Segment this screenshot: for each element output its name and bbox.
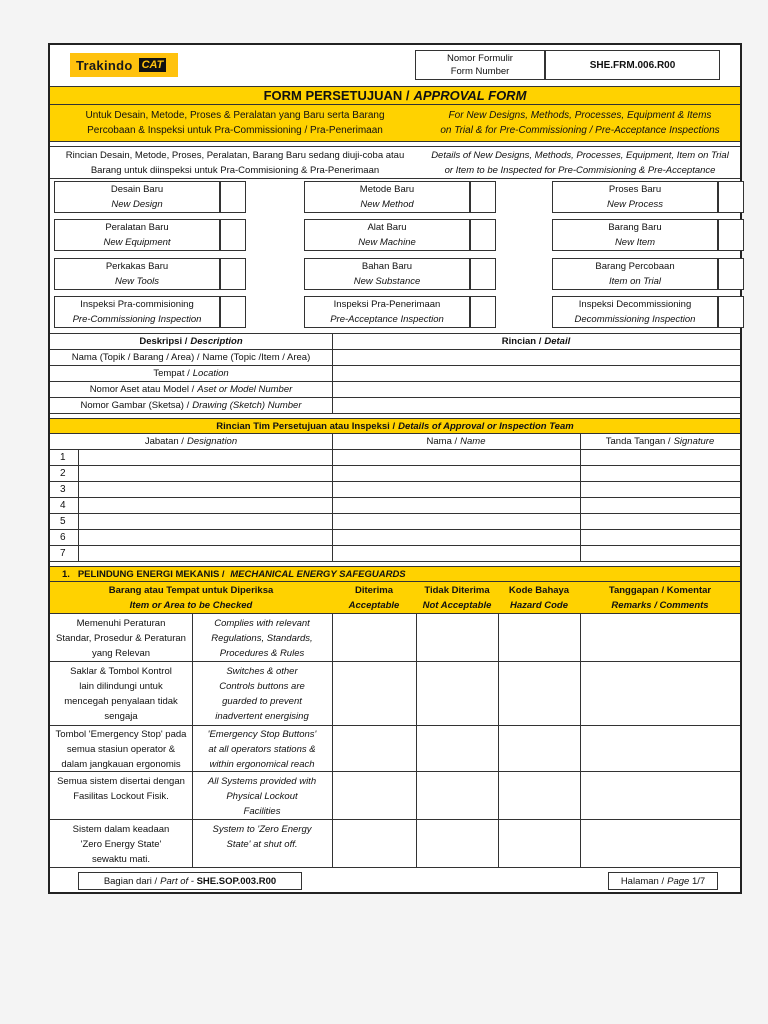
desc-row-asset <box>50 382 740 398</box>
type-label-en: New Item <box>614 237 656 248</box>
type-new-tools <box>54 258 220 290</box>
check-row[interactable] <box>50 726 740 772</box>
footer-page-en: Page <box>667 875 692 887</box>
type-new-machine <box>304 219 470 251</box>
check-item-id <box>50 616 192 661</box>
checkbox-new-item[interactable] <box>718 219 744 251</box>
type-label-id: Bahan Baru <box>361 261 413 272</box>
h-hz-id: Kode Bahaya <box>508 584 570 596</box>
checkbox-item-on-trial[interactable] <box>718 258 744 290</box>
desc-row-name <box>50 350 740 366</box>
type-item-on-trial <box>552 258 718 290</box>
h-acc-en: Acceptable <box>348 599 400 611</box>
team-col3-id: Tanda Tangan / <box>605 436 671 447</box>
type-new-equipment <box>54 219 220 251</box>
desc-label-en: Drawing (Sketch) Number <box>192 400 302 411</box>
check-item-en-line: System to 'Zero Energy <box>212 824 312 835</box>
desc-col1-id: Deskripsi / <box>139 336 188 347</box>
desc-label-id: Nomor Gambar (Sketsa) / <box>80 400 190 411</box>
footer-page-value: 1/7 <box>691 875 706 887</box>
check-item-en-line: State' at shut off. <box>226 839 298 850</box>
check-item-en-line: Procedures & Rules <box>219 648 305 659</box>
type-label-en: New Tools <box>114 276 159 287</box>
desc-col1-en: Description <box>190 336 243 347</box>
check-item-en <box>192 616 332 661</box>
check-item-en <box>192 664 332 724</box>
check-item-en <box>192 727 332 772</box>
desc-header-description <box>50 334 332 349</box>
footer-page-id: Halaman / <box>620 875 665 887</box>
check-item-id-line: lain dilindungi untuk <box>79 681 163 692</box>
check-item-en-line: within ergonomical reach <box>209 759 315 770</box>
desc-detail-location-field[interactable] <box>332 366 740 381</box>
type-label-id: Desain Baru <box>110 184 164 195</box>
desc-label-name <box>50 350 332 365</box>
item-type-grid <box>50 179 740 329</box>
type-label-id: Metode Baru <box>359 184 415 195</box>
type-label-id: Inspeksi Pra-commisioning <box>80 299 194 310</box>
type-label-en: New Substance <box>353 276 421 287</box>
type-pre-acceptance <box>304 296 470 328</box>
type-label-id: Perkakas Baru <box>105 261 169 272</box>
cat-badge: CAT <box>139 58 167 72</box>
check-item-id-line: Semua sistem disertai dengan <box>57 776 185 787</box>
check-item-en-line: Controls buttons are <box>219 681 305 692</box>
desc-detail-asset-field[interactable] <box>332 382 740 397</box>
team-row-number: 7 <box>60 548 66 559</box>
description-table <box>50 333 740 413</box>
section1-header <box>50 582 740 614</box>
check-item-en-line: guarded to prevent <box>222 696 302 707</box>
check-item-id <box>50 664 192 724</box>
check-row[interactable] <box>50 820 740 868</box>
desc-label-en: Name (Topic /Item / Area) <box>202 352 311 363</box>
check-item-id-line: sewaktu mati. <box>91 854 151 865</box>
type-label-en: New Process <box>607 199 663 210</box>
team-header-signature <box>580 434 740 449</box>
desc-label-en: Aset or Model Number <box>197 384 293 395</box>
trakindo-cat-logo <box>70 53 178 77</box>
desc-row-location <box>50 366 740 382</box>
checkbox-new-process[interactable] <box>718 181 744 213</box>
desc-label-asset <box>50 382 332 397</box>
check-item-id-line: Tombol 'Emergency Stop' pada <box>55 729 187 740</box>
title-id: FORM PERSETUJUAN / <box>263 88 410 103</box>
check-item-en <box>192 774 332 819</box>
check-item-en-line: Switches & other <box>226 666 298 677</box>
check-row[interactable] <box>50 662 740 726</box>
check-item-en-line: 'Emergency Stop Buttons' <box>207 729 317 740</box>
check-item-id-line: Sistem dalam keadaan <box>72 824 170 835</box>
intro-en <box>420 105 740 141</box>
team-row[interactable] <box>50 498 740 514</box>
checkbox-decommissioning[interactable] <box>718 296 744 328</box>
type-new-item <box>552 219 718 251</box>
desc-label-id: Nama (Topik / Barang / Area) / <box>71 352 200 363</box>
header-not-acceptable <box>416 582 498 613</box>
team-section-title <box>50 418 740 434</box>
check-item-id-line: yang Relevan <box>91 648 151 659</box>
check-item-en-line: inadvertent energising <box>215 711 309 722</box>
team-row-number: 4 <box>60 500 66 511</box>
type-label-en: Decommissioning Inspection <box>574 314 696 325</box>
header-remarks <box>580 582 740 613</box>
desc-col2-id: Rincian / <box>501 336 542 347</box>
desc-label-en: Location <box>192 368 229 379</box>
footer-page <box>608 872 718 890</box>
footer-part-id: Bagian dari / <box>103 875 158 887</box>
team-table-header <box>50 434 740 450</box>
type-label-en: New Equipment <box>103 237 171 248</box>
h-rm-en: Remarks / Comments <box>611 599 709 611</box>
type-pre-commissioning <box>54 296 220 328</box>
type-label-en: New Machine <box>358 237 416 248</box>
h-item-en: Item or Area to be Checked <box>129 599 253 611</box>
type-label-id: Inspeksi Decommissioning <box>578 299 692 310</box>
check-item-en-line: Complies with relevant <box>214 618 310 629</box>
footer-part-en: Part of - <box>160 875 197 887</box>
check-item-id-line: Fasilitas Lockout Fisik. <box>73 791 169 802</box>
check-item-en-line: Regulations, Standards, <box>211 633 313 644</box>
check-item-en-line: Physical Lockout <box>226 791 298 802</box>
team-header-name <box>332 434 580 449</box>
team-header-designation <box>50 434 332 449</box>
type-new-substance <box>304 258 470 290</box>
checkbox-new-tools[interactable] <box>220 258 246 290</box>
intro-row <box>50 105 740 142</box>
check-item-en <box>192 822 332 852</box>
team-row[interactable] <box>50 546 740 562</box>
form-header <box>50 45 740 87</box>
h-nacc-en: Not Acceptable <box>422 599 492 611</box>
team-row-number: 5 <box>60 516 66 527</box>
type-label-id: Barang Percobaan <box>595 261 675 272</box>
type-label-id: Inspeksi Pra-Penerimaan <box>333 299 441 310</box>
section1-title <box>50 566 740 582</box>
footer-part-value: SHE.SOP.003.R00 <box>196 875 277 887</box>
check-item-id <box>50 822 192 867</box>
type-new-method <box>304 181 470 213</box>
desc-label-drawing <box>50 398 332 413</box>
check-item-en-line: All Systems provided with <box>207 776 317 787</box>
checkbox-new-method[interactable] <box>470 181 496 213</box>
check-item-id-line: Standar, Prosedur & Peraturan <box>56 633 186 644</box>
check-item-id <box>50 727 192 772</box>
check-item-id-line: mencegah penyalaan tidak <box>64 696 178 707</box>
desc-table-header <box>50 334 740 350</box>
details-intro-en-line2: or Item to be Inspected for Pre-Commisioning & Pre-Acceptance <box>444 165 716 176</box>
details-intro-row <box>50 146 740 179</box>
team-table <box>50 434 740 562</box>
type-decommissioning <box>552 296 718 328</box>
team-col3-en: Signature <box>673 436 715 447</box>
team-row[interactable] <box>50 450 740 466</box>
desc-detail-drawing-field[interactable] <box>332 398 740 413</box>
desc-label-id: Tempat / <box>153 368 190 379</box>
form-number-label-en: Form Number <box>450 66 510 77</box>
checkbox-new-design[interactable] <box>220 181 246 213</box>
type-label-en: New Method <box>360 199 414 210</box>
header-acceptable <box>332 582 416 613</box>
h-nacc-id: Tidak Diterima <box>424 584 490 596</box>
check-item-id-line: semua stasiun operator & <box>66 744 176 755</box>
check-row[interactable] <box>50 772 740 820</box>
header-hazard-code <box>498 582 580 613</box>
desc-row-drawing <box>50 398 740 414</box>
form-number-label <box>415 50 545 80</box>
checkbox-pre-commissioning[interactable] <box>220 296 246 328</box>
team-col2-en: Name <box>460 436 486 447</box>
form-number-label-id: Nomor Formulir <box>447 53 513 64</box>
team-row[interactable] <box>50 514 740 530</box>
desc-header-detail <box>332 334 740 349</box>
team-col1-id: Jabatan / <box>144 436 184 447</box>
type-label-en: Item on Trial <box>608 276 662 287</box>
h-rm-id: Tanggapan / Komentar <box>608 584 712 596</box>
team-row-number: 2 <box>60 468 66 479</box>
type-new-design <box>54 181 220 213</box>
team-col2-id: Nama / <box>426 436 458 447</box>
team-row-number: 3 <box>60 484 66 495</box>
team-title-en: Details of Approval or Inspection Team <box>398 420 574 432</box>
checkbox-new-substance[interactable] <box>470 258 496 290</box>
details-intro-id-line2: Barang untuk diinspeksi untuk Pra-Commisioning & Pra-Penerimaan <box>90 165 380 176</box>
check-row[interactable] <box>50 614 740 662</box>
check-item-id-line: sengaja <box>104 711 138 722</box>
header-item-area <box>50 582 332 613</box>
type-label-en: New Design <box>111 199 163 210</box>
logo-text: Trakindo <box>76 57 133 73</box>
check-item-id-line: 'Zero Energy State' <box>80 839 162 850</box>
type-label-en: Pre-Acceptance Inspection <box>330 314 444 325</box>
check-item-id-line: Memenuhi Peraturan <box>76 618 166 629</box>
h-acc-id: Diterima <box>354 584 393 596</box>
details-intro-id <box>50 147 420 179</box>
team-row[interactable] <box>50 482 740 498</box>
checkbox-new-machine[interactable] <box>470 219 496 251</box>
footer-part-of <box>78 872 302 890</box>
team-row-number: 6 <box>60 532 66 543</box>
details-intro-en-line1: Details of New Designs, Methods, Processes, Equipment, Item on Trial <box>431 150 729 161</box>
type-label-id: Proses Baru <box>608 184 662 195</box>
intro-en-line2: on Trial & for Pre-Commissioning / Pre-Acceptance Inspections <box>440 125 720 136</box>
checkbox-pre-acceptance[interactable] <box>470 296 496 328</box>
type-new-process <box>552 181 718 213</box>
check-item-en-line: at all operators stations & <box>208 744 316 755</box>
type-label-id: Peralatan Baru <box>105 222 169 233</box>
title-en: APPROVAL FORM <box>413 88 527 103</box>
team-row[interactable] <box>50 530 740 546</box>
form-title <box>50 87 740 105</box>
check-item-id-line: Saklar & Tombol Kontrol <box>70 666 172 677</box>
type-label-id: Alat Baru <box>367 222 407 233</box>
section1-title-en: MECHANICAL ENERGY SAFEGUARDS <box>230 568 406 580</box>
type-label-en: Pre-Commissioning Inspection <box>72 314 202 325</box>
desc-col2-en: Detail <box>544 336 571 347</box>
team-col1-en: Designation <box>186 436 238 447</box>
details-intro-en <box>420 147 740 179</box>
mechanical-safeguards-table <box>50 582 740 868</box>
intro-id-line2: Percobaan & Inspeksi untuk Pra-Commissioning / Pra-Penerimaan <box>87 125 383 136</box>
intro-en-line1: For New Designs, Methods, Processes, Equipment & Items <box>448 110 712 121</box>
desc-label-id: Nomor Aset atau Model / <box>89 384 195 395</box>
h-hz-en: Hazard Code <box>509 599 569 611</box>
approval-form-page <box>48 43 742 894</box>
check-item-id-line: dalam jangkauan ergonomis <box>61 759 181 770</box>
desc-label-location <box>50 366 332 381</box>
section1-title-id: 1. PELINDUNG ENERGI MEKANIS / <box>62 568 228 580</box>
desc-detail-name-field[interactable] <box>332 350 740 365</box>
details-intro-id-line1: Rincian Desain, Metode, Proses, Peralatan, Barang Baru sedang diuji-coba atau <box>65 150 405 161</box>
intro-id-line1: Untuk Desain, Metode, Proses & Peralatan yang Baru serta Barang <box>85 110 385 121</box>
check-item-en-line: Facilities <box>243 806 281 817</box>
team-row-number: 1 <box>60 452 66 463</box>
form-number-value: SHE.FRM.006.R00 <box>545 50 720 80</box>
type-label-id: Barang Baru <box>608 222 662 233</box>
intro-id <box>50 105 420 141</box>
check-item-id <box>50 774 192 804</box>
team-row[interactable] <box>50 466 740 482</box>
team-title-id: Rincian Tim Persetujuan atau Inspeksi / <box>216 420 396 432</box>
h-item-id: Barang atau Tempat untuk Diperiksa <box>108 584 274 596</box>
checkbox-new-equipment[interactable] <box>220 219 246 251</box>
